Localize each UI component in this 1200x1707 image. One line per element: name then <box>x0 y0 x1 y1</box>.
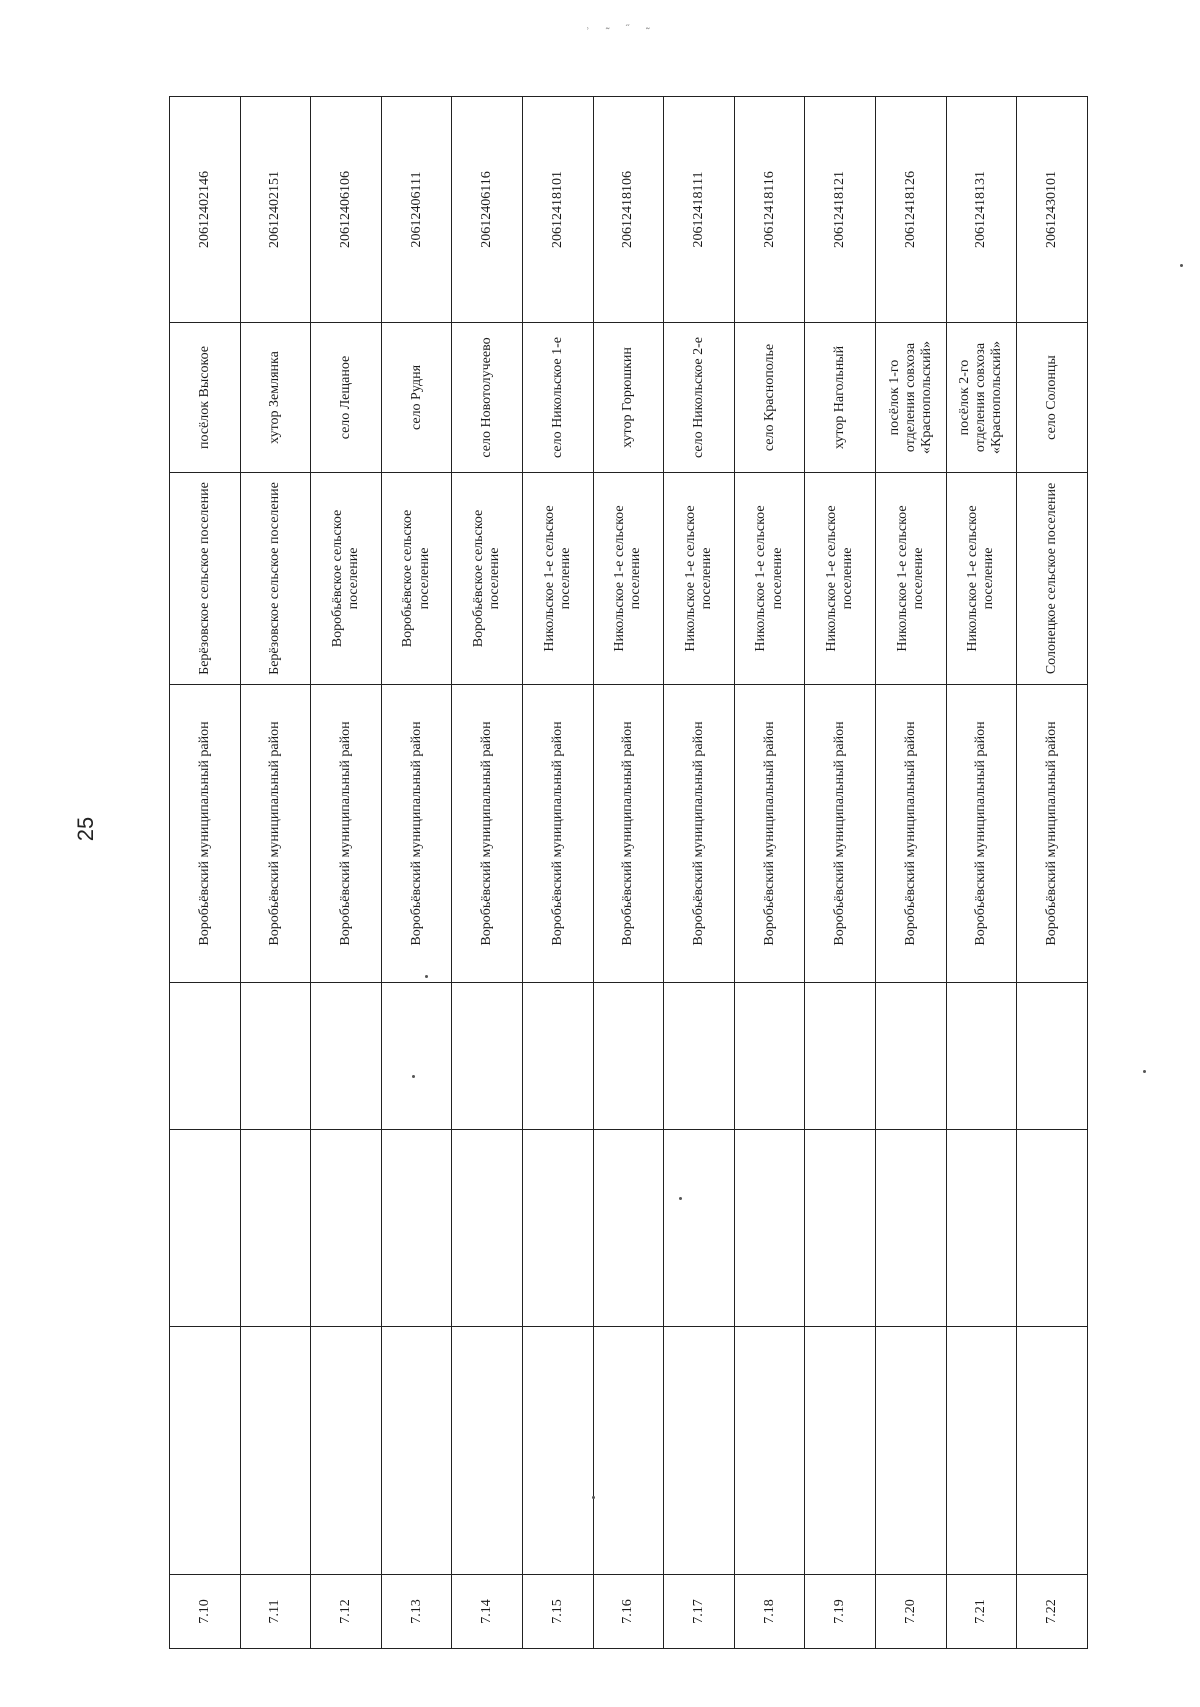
oktmo-code-cell: 20612406106 <box>311 97 382 323</box>
row-number-cell: 7.10 <box>170 1575 241 1649</box>
locality-cell: село Краснополье <box>734 323 805 473</box>
table-row <box>170 97 241 1649</box>
row-number-cell: 7.16 <box>593 1575 664 1649</box>
rotated-table-container <box>169 97 1200 1649</box>
district-cell: Воробьёвский муниципальный район <box>170 685 241 983</box>
oktmo-code-cell: 20612406111 <box>381 97 452 323</box>
row-number-cell: 7.15 <box>522 1575 593 1649</box>
settlement-cell: Никольское 1-е сельское поселение <box>875 473 946 685</box>
empty-cell <box>170 1130 241 1327</box>
empty-cell <box>1017 1327 1088 1575</box>
empty-cell <box>805 1130 876 1327</box>
empty-cell <box>381 1327 452 1575</box>
empty-cell <box>805 1327 876 1575</box>
district-cell: Воробьёвский муниципальный район <box>452 685 523 983</box>
empty-cell <box>452 983 523 1130</box>
oktmo-code-cell: 20612418116 <box>734 97 805 323</box>
locality-cell: село Лещаное <box>311 323 382 473</box>
settlement-cell: Никольское 1-е сельское поселение <box>805 473 876 685</box>
row-number-cell: 7.11 <box>240 1575 311 1649</box>
locality-cell: хутор Землянка <box>240 323 311 473</box>
oktmo-code-cell: 20612430101 <box>1017 97 1088 323</box>
empty-cell <box>946 1327 1017 1575</box>
locality-cell: посёлок 2-го отделения совхоза «Краснопольский» <box>946 323 1017 473</box>
district-cell: Воробьёвский муниципальный район <box>381 685 452 983</box>
settlement-cell: Никольское 1-е сельское поселение <box>593 473 664 685</box>
empty-cell <box>875 1327 946 1575</box>
settlement-cell: Воробьёвское сельское поселение <box>381 473 452 685</box>
table-row <box>381 97 452 1649</box>
empty-cell <box>311 983 382 1130</box>
table-row <box>593 97 664 1649</box>
locality-cell: хутор Нагольный <box>805 323 876 473</box>
settlement-cell: Солонецкое сельское поселение <box>1017 473 1088 685</box>
empty-cell <box>946 1130 1017 1327</box>
empty-cell <box>664 1130 735 1327</box>
settlement-cell: Берёзовское сельское поселение <box>170 473 241 685</box>
oktmo-code-cell: 20612418111 <box>664 97 735 323</box>
oktmo-code-cell: 20612418106 <box>593 97 664 323</box>
row-number-cell: 7.14 <box>452 1575 523 1649</box>
scan-speck <box>425 975 428 978</box>
table-row <box>805 97 876 1649</box>
table-row <box>452 97 523 1649</box>
empty-cell <box>452 1130 523 1327</box>
district-cell: Воробьёвский муниципальный район <box>1017 685 1088 983</box>
page-number: 25 <box>73 816 99 842</box>
table-row <box>240 97 311 1649</box>
settlement-table <box>169 96 1088 1649</box>
scan-speck <box>679 1197 682 1200</box>
locality-cell: посёлок Высокое <box>170 323 241 473</box>
table-row <box>946 97 1017 1649</box>
empty-cell <box>381 983 452 1130</box>
empty-cell <box>170 983 241 1130</box>
table-row <box>875 97 946 1649</box>
settlement-cell: Никольское 1-е сельское поселение <box>522 473 593 685</box>
district-cell: Воробьёвский муниципальный район <box>805 685 876 983</box>
empty-cell <box>522 1327 593 1575</box>
table-row <box>1017 97 1088 1649</box>
locality-cell: посёлок 1-го отделения совхоза «Краснопольский» <box>875 323 946 473</box>
table-body <box>170 97 1088 1649</box>
oktmo-code-cell: 20612418101 <box>522 97 593 323</box>
empty-cell <box>734 1327 805 1575</box>
district-cell: Воробьёвский муниципальный район <box>664 685 735 983</box>
empty-cell <box>805 983 876 1130</box>
empty-cell <box>522 983 593 1130</box>
empty-cell <box>381 1130 452 1327</box>
empty-cell <box>1017 983 1088 1130</box>
district-cell: Воробьёвский муниципальный район <box>240 685 311 983</box>
empty-cell <box>593 1327 664 1575</box>
oktmo-code-cell: 20612418121 <box>805 97 876 323</box>
scan-speck <box>592 1496 595 1499</box>
settlement-cell: Воробьёвское сельское поселение <box>452 473 523 685</box>
district-cell: Воробьёвский муниципальный район <box>522 685 593 983</box>
locality-cell: село Никольское 1-е <box>522 323 593 473</box>
empty-cell <box>311 1327 382 1575</box>
settlement-cell: Воробьёвское сельское поселение <box>311 473 382 685</box>
empty-cell <box>311 1130 382 1327</box>
table-row <box>664 97 735 1649</box>
settlement-cell: Берёзовское сельское поселение <box>240 473 311 685</box>
empty-cell <box>734 983 805 1130</box>
empty-cell <box>664 983 735 1130</box>
empty-cell <box>170 1327 241 1575</box>
empty-cell <box>875 983 946 1130</box>
empty-cell <box>734 1130 805 1327</box>
row-number-cell: 7.19 <box>805 1575 876 1649</box>
oktmo-code-cell: 20612402146 <box>170 97 241 323</box>
locality-cell: хутор Горюшкин <box>593 323 664 473</box>
settlement-cell: Никольское 1-е сельское поселение <box>664 473 735 685</box>
district-cell: Воробьёвский муниципальный район <box>734 685 805 983</box>
empty-cell <box>452 1327 523 1575</box>
row-number-cell: 7.13 <box>381 1575 452 1649</box>
oktmo-code-cell: 20612402151 <box>240 97 311 323</box>
empty-cell <box>1017 1130 1088 1327</box>
row-number-cell: 7.22 <box>1017 1575 1088 1649</box>
locality-cell: село Новотолучеево <box>452 323 523 473</box>
settlement-cell: Никольское 1-е сельское поселение <box>734 473 805 685</box>
table-row <box>734 97 805 1649</box>
scan-speck <box>1180 264 1183 267</box>
locality-cell: село Рудня <box>381 323 452 473</box>
scan-speck <box>1143 1070 1146 1073</box>
locality-cell: село Никольское 2-е <box>664 323 735 473</box>
locality-cell: село Солонцы <box>1017 323 1088 473</box>
empty-cell <box>593 983 664 1130</box>
row-number-cell: 7.12 <box>311 1575 382 1649</box>
table-row <box>311 97 382 1649</box>
empty-cell <box>240 1327 311 1575</box>
empty-cell <box>522 1130 593 1327</box>
oktmo-code-cell: 20612406116 <box>452 97 523 323</box>
empty-cell <box>240 983 311 1130</box>
empty-cell <box>946 983 1017 1130</box>
oktmo-code-cell: 20612418131 <box>946 97 1017 323</box>
empty-cell <box>664 1327 735 1575</box>
row-number-cell: 7.21 <box>946 1575 1017 1649</box>
oktmo-code-cell: 20612418126 <box>875 97 946 323</box>
row-number-cell: 7.18 <box>734 1575 805 1649</box>
scan-speck <box>412 1075 415 1078</box>
district-cell: Воробьёвский муниципальный район <box>593 685 664 983</box>
row-number-cell: 7.17 <box>664 1575 735 1649</box>
district-cell: Воробьёвский муниципальный район <box>311 685 382 983</box>
empty-cell <box>875 1130 946 1327</box>
table-row <box>522 97 593 1649</box>
district-cell: Воробьёвский муниципальный район <box>875 685 946 983</box>
empty-cell <box>593 1130 664 1327</box>
district-cell: Воробьёвский муниципальный район <box>946 685 1017 983</box>
row-number-cell: 7.20 <box>875 1575 946 1649</box>
empty-cell <box>240 1130 311 1327</box>
settlement-cell: Никольское 1-е сельское поселение <box>946 473 1017 685</box>
margin-marks: ⸒ ˷ ˶ ˷ <box>586 17 657 30</box>
